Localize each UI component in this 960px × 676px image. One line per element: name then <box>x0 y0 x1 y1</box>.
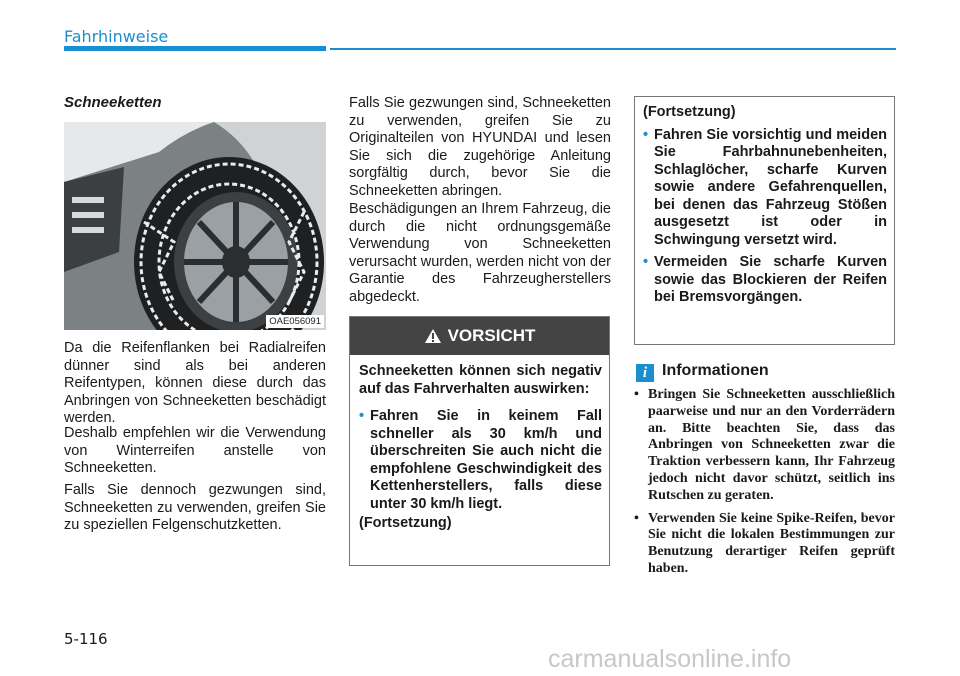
bullet-dot: • <box>643 126 649 143</box>
info-list <box>634 387 895 584</box>
continuation-bullet-text: Fahren Sie vorsichtig und meiden Sie Fahrbahnunebenheiten, Schlaglöcher, scharfe Kurven sowie andere Gefahrenquellen, bei denen das Fahrzeug Stößen ausgesetzt ist oder in Schwingung versetzt wird. <box>654 126 887 248</box>
paragraph-radial-tires: Da die Reifenflanken bei Radialreifen dünner sind als bei anderen Reifentypen, können diese durch das Anbringen von Schneeketten beschädigt werden. <box>64 340 326 426</box>
info-title: Informationen <box>662 362 769 379</box>
page-number: 5-116 <box>64 630 108 648</box>
caution-box <box>349 316 610 566</box>
section-header-title: Fahrhinweise <box>64 27 169 46</box>
snow-chain-photo <box>64 122 326 330</box>
tire-with-chain-illustration <box>64 122 326 330</box>
watermark: carmanualsonline.info <box>548 645 792 673</box>
header-accent-bar <box>64 46 326 51</box>
continuation-label: (Fortsetzung) <box>643 104 736 120</box>
header-rule <box>330 48 896 50</box>
paragraph-original-parts: Falls Sie gezwungen sind, Schneeketten zu verwenden, greifen Sie zu Originalteilen von HYUNDAI und lesen Sie sich die zugehörige Anleitung sorgfältig durch, bevor Sie die Schneeketten abringen. <box>349 95 611 199</box>
continuation-bullet-1 <box>643 127 887 250</box>
bullet-dot: • <box>634 510 639 526</box>
continuation-bullet-2 <box>643 254 887 307</box>
caution-bullet <box>359 408 602 513</box>
caution-label: VORSICHT <box>447 326 536 345</box>
caution-continuation-box <box>634 96 895 345</box>
caution-body <box>359 363 602 533</box>
caution-bullet-text: Fahren Sie in keinem Fall schneller als 30 km/h und überschreiten Sie auch nicht die empfohlene Geschwindigkeit des Kettenherstellers, falls diese unter 30 km/h liegt. <box>370 408 602 512</box>
photo-reference-code: OAE056091 <box>266 315 324 328</box>
caution-continued-label: (Fortsetzung) <box>359 515 452 531</box>
caution-intro: Schneeketten können sich negativ auf das Fahrverhalten auswirken: <box>359 363 602 397</box>
warning-triangle-icon <box>424 328 442 344</box>
info-bullet-1 <box>634 387 895 505</box>
continuation-bullet-text: Vermeiden Sie scharfe Kurven sowie das Blockieren der Reifen bei Bremsvorgängen. <box>654 254 887 305</box>
bullet-dot: • <box>643 254 649 270</box>
paragraph-winter-tires: Deshalb empfehlen wir die Verwendung von Winterreifen anstelle von Schneeketten. <box>64 425 326 476</box>
bullet-dot: • <box>359 408 365 424</box>
info-bullet-2 <box>634 511 895 578</box>
bullet-dot: • <box>634 387 639 402</box>
continuation-body <box>643 104 887 307</box>
info-bullet-text: Verwenden Sie keine Spike-Reifen, bevor Sie nicht die lokalen Bestimmungen zur Benutzung derartiger Reifen geprüft haben. <box>648 510 895 576</box>
section-title: Schneeketten <box>64 94 162 111</box>
caution-header <box>350 317 609 355</box>
info-icon: i <box>636 364 654 382</box>
info-bullet-text: Bringen Sie Schneeketten ausschließlich paarweise und nur an den Vorderrädern an. Bitte beachten Sie, dass das Anbringen von Schneeketten zwar die Traktion verbessern kann, Ihr Fahrzeug jedoch nicht davor schützt, seitlich ins Rutschen zu geraten. <box>648 387 895 503</box>
paragraph-rim-protection: Falls Sie dennoch gezwungen sind, Schneeketten zu verwenden, greifen Sie zu speziellen Felgenschutzketten. <box>64 482 326 533</box>
paragraph-warranty: Beschädigungen an Ihrem Fahrzeug, die durch die nicht ordnungsgemäße Verwendung von Schneeketten verursacht wurden, werden nicht von der Garantie des Fahrzeugherstellers abgedeckt. <box>349 201 611 305</box>
